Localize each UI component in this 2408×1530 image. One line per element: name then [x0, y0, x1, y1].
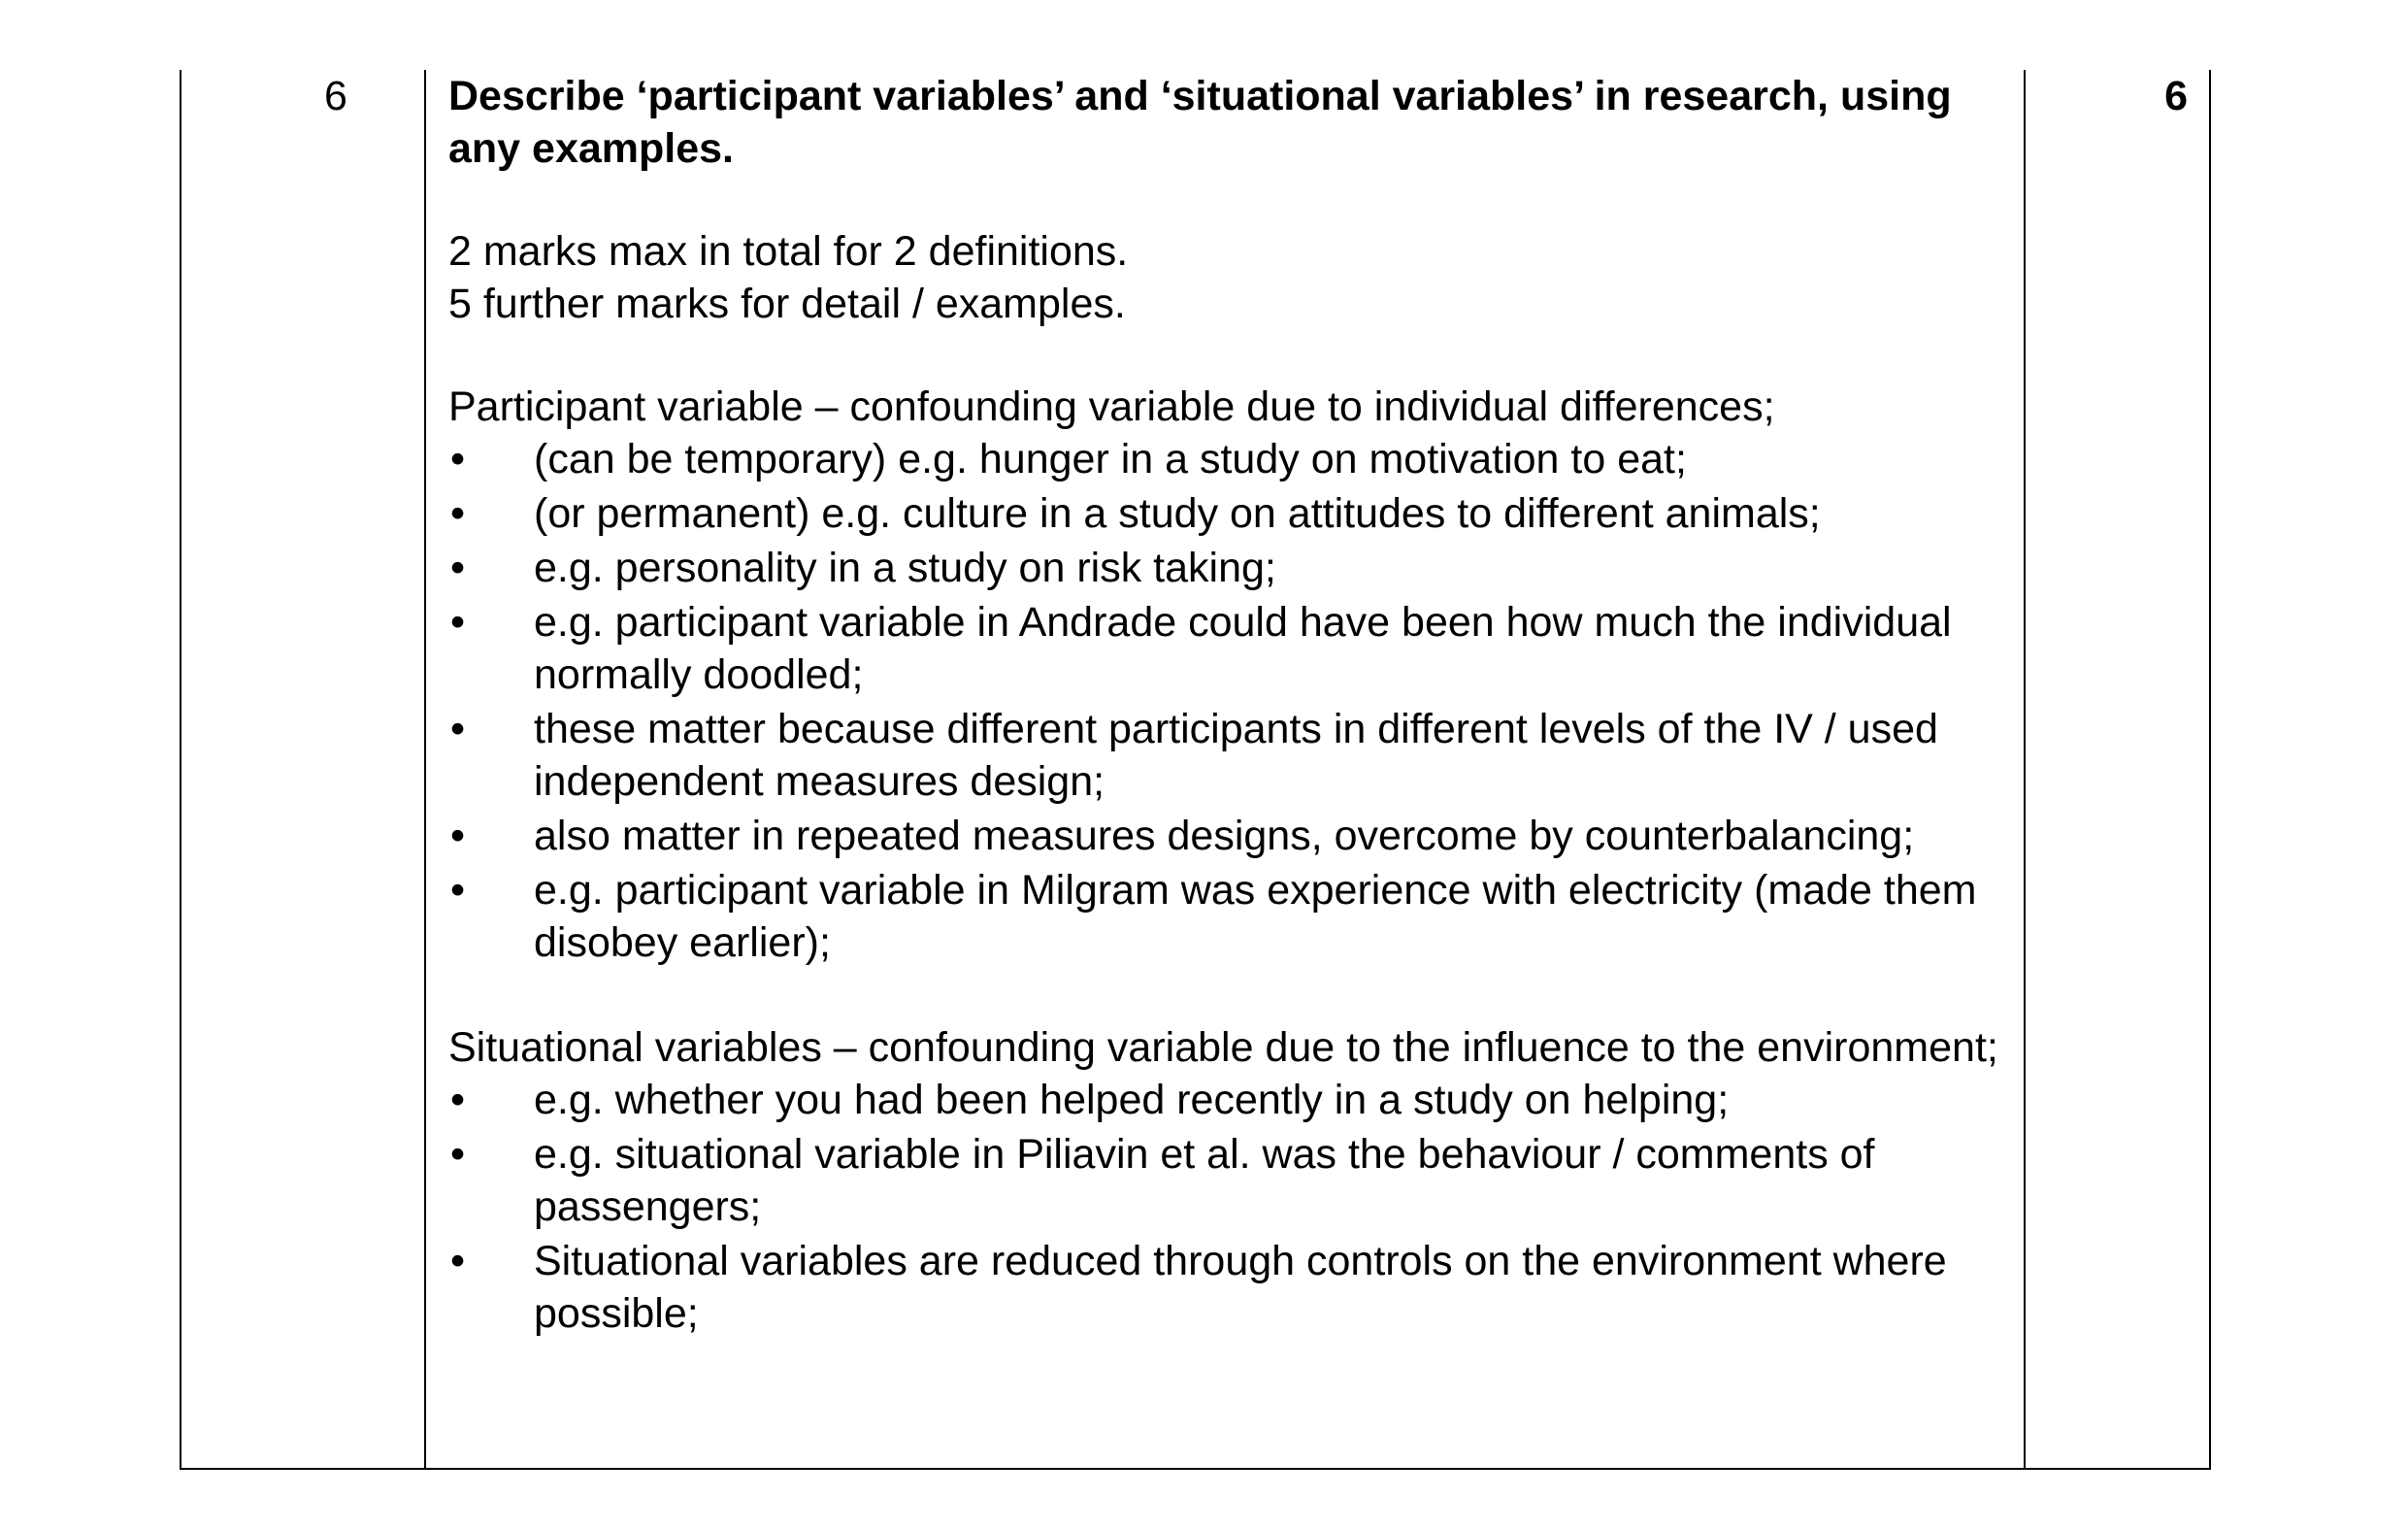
situational-points-list — [448, 1074, 2021, 1340]
participant-definition: Participant variable – confounding variable due to individual differences; — [448, 383, 1775, 430]
guidance-line: 5 further marks for detail / examples. — [448, 281, 1126, 327]
bullet-icon: • — [450, 436, 466, 482]
list-item: • (can be temporary) e.g. hunger in a study on motivation to eat; — [448, 433, 2021, 485]
list-item: • also matter in repeated measures designs, overcome by counterbalancing; — [448, 810, 2021, 862]
question-number: 6 — [324, 73, 347, 119]
bullet-icon: • — [450, 706, 466, 752]
list-item: • these matter because different participants in different levels of the IV / used independent measures design; — [448, 703, 2021, 808]
situational-definition: Situational variables – confounding variable due to the influence to the environment; — [448, 1024, 1998, 1071]
bullet-icon: • — [450, 1077, 466, 1123]
bullet-icon: • — [450, 490, 466, 537]
mark-scheme-table — [180, 70, 2211, 1470]
bullet-icon: • — [450, 1238, 466, 1284]
bullet-icon: • — [450, 599, 466, 646]
bullet-icon: • — [450, 867, 466, 914]
column-divider — [2024, 70, 2026, 1468]
column-divider — [424, 70, 426, 1468]
bullet-icon: • — [450, 813, 466, 859]
list-item: • (or permanent) e.g. culture in a study on attitudes to different animals; — [448, 487, 2021, 540]
participant-points-list — [448, 433, 2021, 969]
bullet-icon: • — [450, 1131, 466, 1178]
list-item: • e.g. participant variable in Andrade could have been how much the individual normally doodled; — [448, 596, 2021, 701]
guidance-line: 2 marks max in total for 2 definitions. — [448, 228, 1129, 275]
list-item: • e.g. personality in a study on risk taking; — [448, 542, 2021, 594]
bullet-icon: • — [450, 545, 466, 591]
list-item: • e.g. situational variable in Piliavin et al. was the behaviour / comments of passengers; — [448, 1128, 2021, 1233]
question-marks: 6 — [2164, 73, 2188, 119]
list-item: • e.g. participant variable in Milgram was experience with electricity (made them disobey earlier); — [448, 864, 2021, 969]
list-item: • Situational variables are reduced through controls on the environment where possible; — [448, 1235, 2021, 1340]
answer-cell — [448, 70, 2021, 1342]
list-item: • e.g. whether you had been helped recently in a study on helping; — [448, 1074, 2021, 1126]
question-text: Describe ‘participant variables’ and ‘situational variables’ in research, using any examples. — [448, 73, 1952, 172]
